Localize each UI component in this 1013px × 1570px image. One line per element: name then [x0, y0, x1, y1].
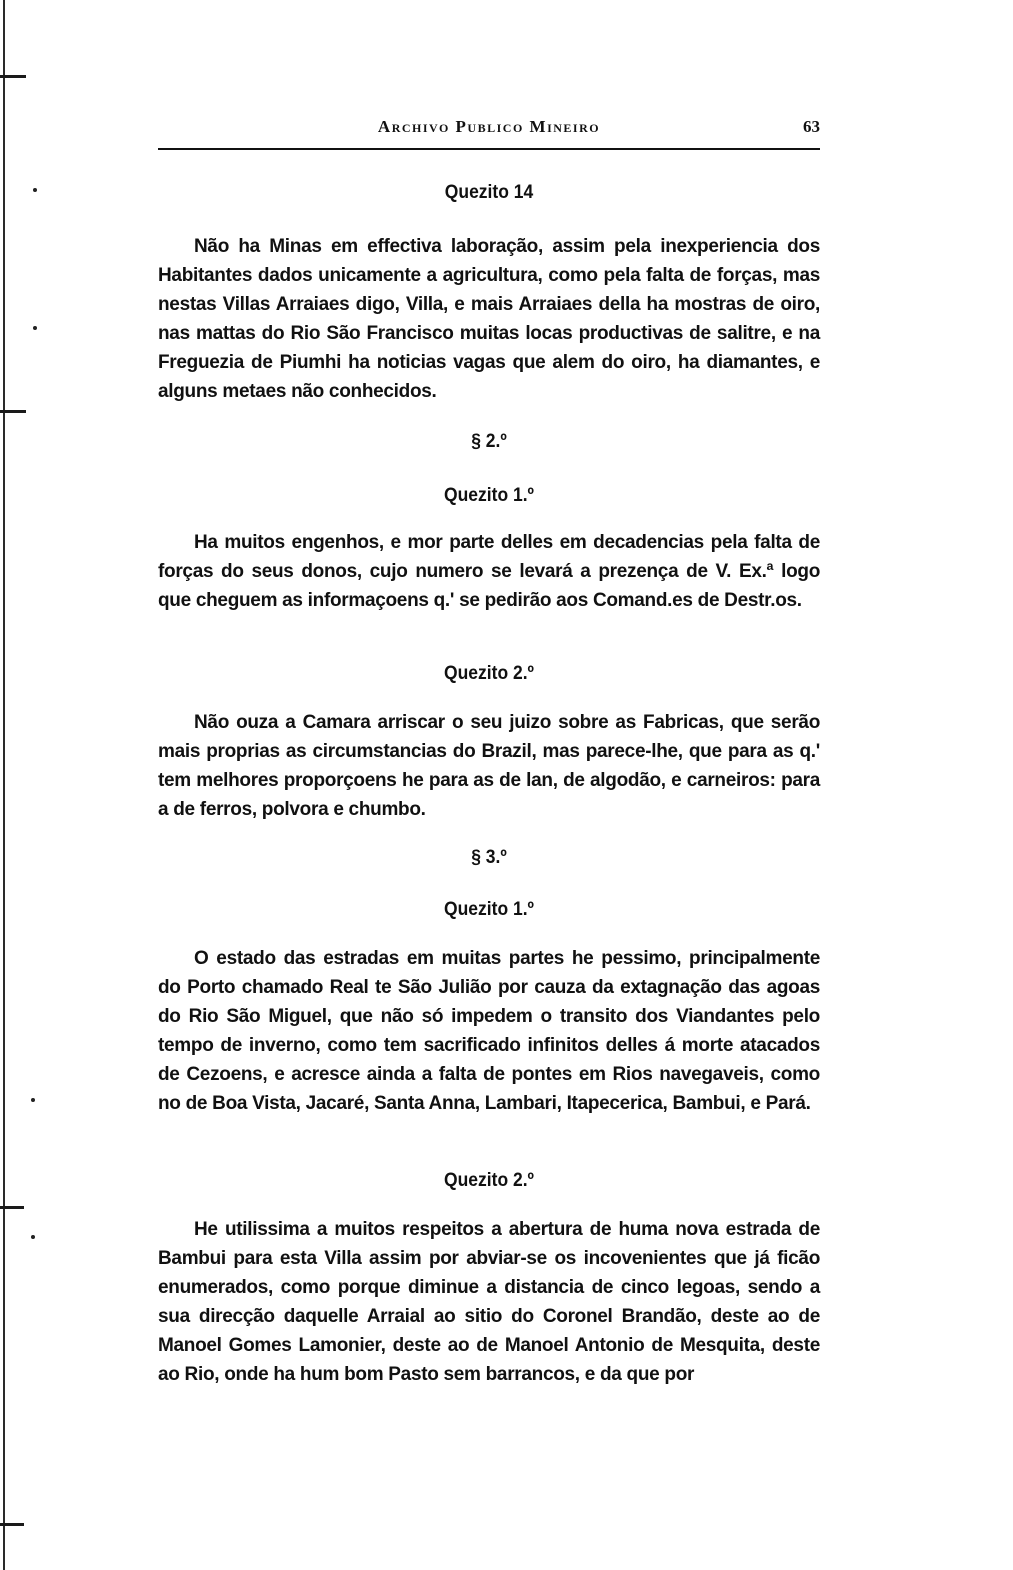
section-mark: § 2.º	[471, 431, 507, 452]
section-heading: Quezito 2.º	[444, 1170, 534, 1191]
paragraph: O estado das estradas em muitas partes he pessimo, principalmente do Porto chamado Real te São Julião por cauza da extagnação das agoas do Rio São Miguel, que não só impedem o transito dos Viandantes pelo tempo de inverno, como tem sacrificado infinitos delles á morte atacados de Cezoens, e acresce ainda a falta de pontes em Rios navegaveis, como no de Boa Vista, Jacaré, Santa Anna, Lambari, Itapecerica, Bambui, e Pará.	[158, 948, 820, 1114]
paragraph: Não ouza a Camara arriscar o seu juizo sobre as Fabricas, que serão mais proprias as circumstancias do Brazil, mas parece-lhe, que para as q.' tem melhores proporçoens he para as de lan, de algodão, e carneiros: para a de ferros, polvora e chumbo.	[158, 712, 820, 820]
paragraph: Ha muitos engenhos, e mor parte delles em decadencias pela falta de forças do seus donos, cujo numero se levará a prezença de V. Ex.ª logo que cheguem as informaçoens q.' se pedirão aos Comand.es de Destr.os.	[158, 532, 820, 611]
scan-dot	[31, 1098, 35, 1102]
binding-mark	[0, 1523, 24, 1526]
running-header	[158, 117, 820, 145]
scan-dot	[33, 188, 37, 192]
scan-dot	[31, 1235, 35, 1239]
section-heading: Quezito 14	[444, 182, 534, 203]
paragraph: Não ha Minas em effectiva laboração, assim pela inexperiencia dos Habitantes dados unicamente a agricultura, como pela falta de forças, mas nestas Villas Arraiaes digo, Villa, e mais Arraiaes della ha mostras de oiro, nas mattas do Rio São Francisco muitas locas productivas de salitre, e na Freguezia de Piumhi ha noticias vagas que alem do oiro, ha diamantes, e alguns metaes não conhecidos.	[158, 236, 820, 402]
section-heading: Quezito 1.º	[444, 899, 534, 920]
header-title: Archivo Publico Mineiro	[377, 117, 601, 136]
binding-mark	[0, 75, 26, 78]
binding-mark	[0, 1206, 24, 1209]
page-number: 63	[803, 117, 820, 136]
section-heading: Quezito 2.º	[444, 663, 534, 684]
section-mark: § 3.º	[471, 847, 507, 868]
binding-edge-line	[3, 0, 5, 1570]
binding-mark	[0, 410, 26, 413]
scan-dot	[33, 326, 37, 330]
section-heading: Quezito 1.º	[444, 485, 534, 506]
paragraph: He utilissima a muitos respeitos a abertura de huma nova estrada de Bambui para esta Villa assim por abviar-se os incovenientes que já ficão enumerados, como porque diminue a distancia de cinco legoas, sendo a sua direcção daquelle Arraial ao sitio do Coronel Brandão, deste ao de Manoel Gomes Lamonier, deste ao de Manoel Antonio de Mesquita, deste ao Rio, onde ha hum bom Pasto sem barrancos, e da que por	[158, 1219, 820, 1385]
header-rule	[158, 148, 820, 150]
